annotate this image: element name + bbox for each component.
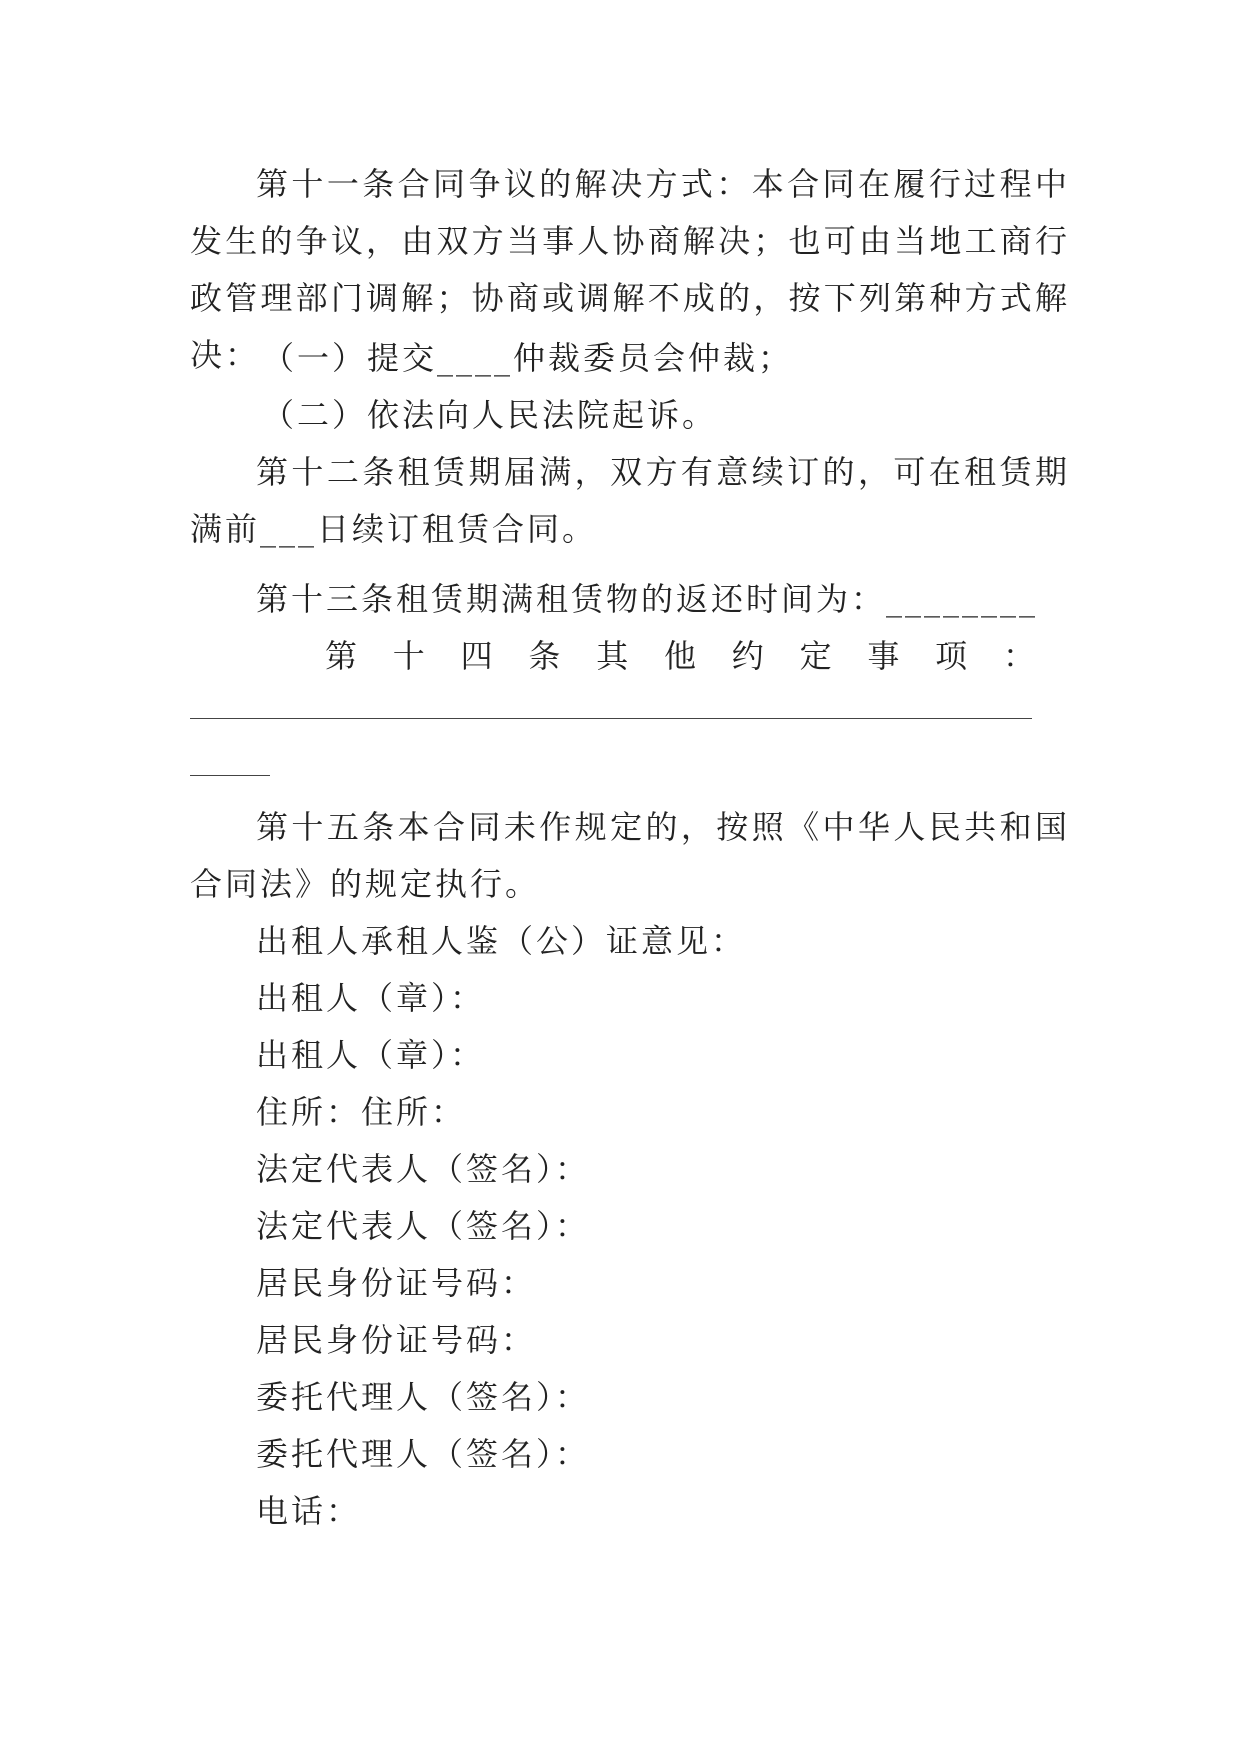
signature-line: 出租人（章）： bbox=[256, 979, 486, 1017]
article-14-char: 十 bbox=[392, 637, 425, 675]
signature-line: 出租人承租人鉴（公）证意见： bbox=[256, 922, 747, 960]
article-14-char: 四 bbox=[460, 637, 493, 675]
article-14-fill-line bbox=[190, 718, 1032, 719]
article-14-char: 条 bbox=[528, 637, 561, 675]
article-14-char: 约 bbox=[731, 637, 764, 675]
article-11-option-2: （二）依法向人民法院起诉。 bbox=[262, 396, 718, 434]
article-14-char: 定 bbox=[799, 637, 832, 675]
article-14-char: 事 bbox=[867, 637, 900, 675]
article-14-heading bbox=[325, 628, 1035, 685]
article-11-option-1: （一）提交____仲裁委员会仲裁； bbox=[262, 339, 794, 377]
article-14-char: 他 bbox=[663, 637, 696, 675]
article-14-char: 第 bbox=[325, 637, 358, 675]
article-13: 第十三条租赁期满租赁物的返还时间为：________ bbox=[256, 580, 1039, 618]
signature-line: 居民身份证号码： bbox=[256, 1321, 537, 1359]
signature-line: 委托代理人（签名）： bbox=[256, 1435, 591, 1473]
article-14-fill-line-short bbox=[190, 775, 270, 776]
signature-line: 委托代理人（签名）： bbox=[256, 1378, 591, 1416]
signature-line: 法定代表人（签名）： bbox=[256, 1207, 591, 1245]
article-14-char: 其 bbox=[596, 637, 629, 675]
signature-line: 住所：住所： bbox=[256, 1093, 467, 1131]
signature-line: 法定代表人（签名）： bbox=[256, 1150, 591, 1188]
article-12: 第十二条租赁期届满，双方有意续订的，可在租赁期满前___日续订租赁合同。 bbox=[190, 453, 1070, 548]
signature-line: 电话： bbox=[256, 1492, 362, 1530]
article-14-char: ： bbox=[1002, 637, 1035, 675]
article-14-char: 项 bbox=[935, 637, 968, 675]
article-11: 第十一条合同争议的解决方式：本合同在履行过程中发生的争议，由双方当事人协商解决；也可由当地工商行政管理部门调解；协商或调解不成的，按下列第种方式解决： bbox=[190, 165, 1070, 374]
signature-line: 居民身份证号码： bbox=[256, 1264, 537, 1302]
article-15: 第十五条本合同未作规定的，按照《中华人民共和国合同法》的规定执行。 bbox=[190, 808, 1070, 903]
signature-line: 出租人（章）： bbox=[256, 1036, 486, 1074]
